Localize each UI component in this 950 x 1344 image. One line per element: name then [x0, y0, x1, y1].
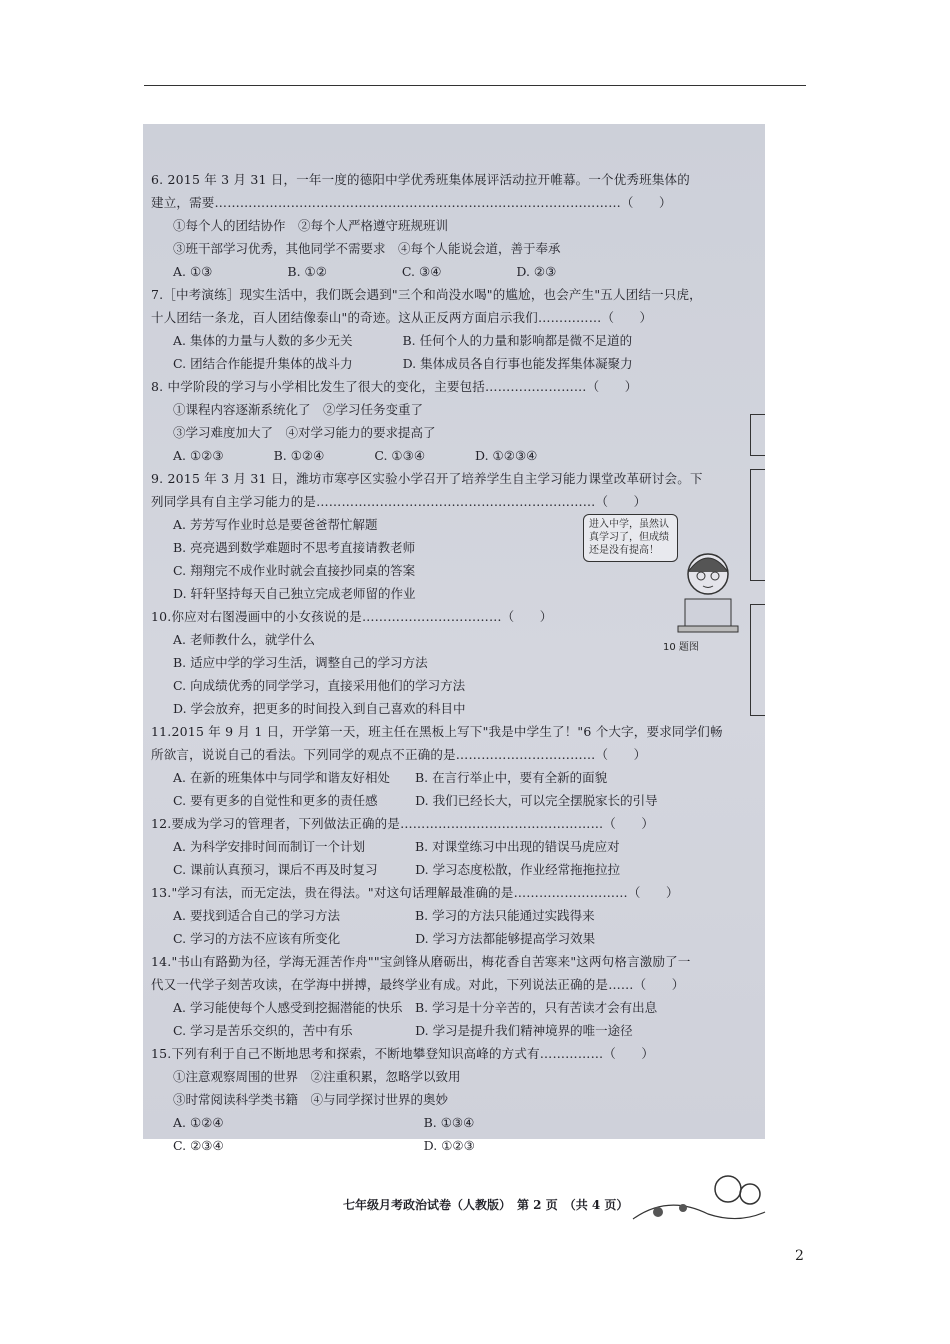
answer-option-line: ①注意观察周围的世界 ②注重积累，忽略学以致用 — [173, 1069, 461, 1084]
answer-option-line: D. 轩轩坚持每天自己独立完成老师留的作业 — [173, 586, 416, 601]
cartoon-bubble-text: 进入中学，虽然认真学习了，但成绩还是没有提高！ — [589, 519, 669, 556]
answer-option-line: A. 学习能使每个人感受到挖掘潜能的快乐 B. 学习是十分辛苦的，只有苦读才会有出息 — [173, 1000, 658, 1015]
question-line: 12.要成为学习的管理者，下列做法正确的是…………………………………………（ ） — [151, 816, 655, 831]
answer-option-line: A. 为科学安排时间而制订一个计划 B. 对课堂练习中出现的错误马虎应对 — [173, 839, 620, 854]
question-line: 所欲言，说说自己的看法。下列同学的观点不正确的是……………………………（ ） — [151, 747, 647, 762]
answer-option-line: C. 翔翔完不成作业时就会直接抄同桌的答案 — [173, 563, 416, 578]
answer-option-line: B. 亮亮遇到数学难题时不思考直接请教老师 — [173, 540, 416, 555]
answer-option-line: ③班干部学习优秀，其他同学不需要求 ④每个人能说会道，善于奉承 — [173, 241, 561, 256]
exam-footer: 七年级月考政治试卷（人教版） 第 2 页 （共 4 页） — [343, 1198, 629, 1212]
question-line: 13."学习有法，而无定法，贵在得法。"对这句话理解最准确的是………………………（ ） — [151, 885, 679, 900]
question-line: 7.［中考演练］现实生活中，我们既会遇到"三个和尚没水喝"的尴尬，也会产生"五人团结一只虎， — [151, 287, 702, 302]
question-line: 6. 2015 年 3 月 31 日，一年一度的德阳中学优秀班集体展评活动拉开帷幕。一个优秀班集体的 — [151, 172, 690, 187]
answer-option-line: C. 课前认真预习，课后不再及时复习 D. 学习态度松散，作业经常拖拖拉拉 — [173, 862, 621, 877]
answer-option-line: ①每个人的团结协作 ②每个人严格遵守班规班训 — [173, 218, 449, 233]
answer-option-line: B. 适应中学的学习生活，调整自己的学习方法 — [173, 655, 428, 670]
answer-option-line: C. 要有更多的自觉性和更多的责任感 D. 我们已经长大，可以完全摆脱家长的引导 — [173, 793, 658, 808]
question-line: 十人团结一条龙，百人团结像泰山"的奇迹。这从正反两方面启示我们……………（ ） — [151, 310, 653, 325]
question-line: 10.你应对右图漫画中的小女孩说的是……………………………（ ） — [151, 609, 553, 624]
question-line: 11.2015 年 9 月 1 日，开学第一天，班主任在黑板上写下"我是中学生了！"6 个大字，要求同学们畅 — [151, 724, 723, 739]
edge-table-fragment — [750, 414, 765, 456]
answer-option-line: ③学习难度加大了 ④对学习能力的要求提高了 — [173, 425, 436, 440]
answer-option-line: A. 芳芳写作业时总是要爸爸帮忙解题 — [173, 517, 378, 532]
answer-option-line: C. ②③④ D. ①②③ — [173, 1138, 475, 1153]
question-line: 9. 2015 年 3 月 31 日，潍坊市寒亭区实验小学召开了培养学生自主学习能力课堂改革研讨会。下 — [151, 471, 703, 486]
answer-option-line: A. ①②④ B. ①③④ — [173, 1115, 475, 1130]
answer-option-line: A. 老师教什么，就学什么 — [173, 632, 315, 647]
scanned-exam-page — [143, 124, 765, 1212]
answer-option-line: C. 团结合作能提升集体的战斗力 D. 集体成员各自行事也能发挥集体凝聚力 — [173, 356, 633, 371]
page-number: 2 — [795, 1248, 804, 1264]
footer-kids-doodle — [628, 1164, 765, 1224]
answer-option-line: C. 向成绩优秀的同学学习，直接采用他们的学习方法 — [173, 678, 466, 693]
edge-table-fragment-3 — [750, 604, 765, 716]
answer-option-line: ③时常阅读科学类书籍 ④与同学探讨世界的奥妙 — [173, 1092, 449, 1107]
edge-table-fragment-2 — [750, 469, 765, 581]
answer-option-line: A. ①③ B. ①② C. ③④ D. ②③ — [173, 264, 557, 279]
question-line: 列同学具有自主学习能力的是…………………………………………………………（ ） — [151, 494, 647, 509]
header-rule — [144, 85, 806, 86]
answer-option-line: A. ①②③ B. ①②④ C. ①③④ D. ①②③④ — [173, 448, 538, 463]
answer-option-line: A. 要找到适合自己的学习方法 B. 学习的方法只能通过实践得来 — [173, 908, 595, 923]
cartoon-girl-illustration — [663, 544, 753, 639]
question-line: 15.下列有利于自己不断地思考和探索，不断地攀登知识高峰的方式有……………（ ） — [151, 1046, 655, 1061]
answer-option-line: A. 集体的力量与人数的多少无关 B. 任何个人的力量和影响都是微不足道的 — [173, 333, 633, 348]
question-line: 14."书山有路勤为径，学海无涯苦作舟""宝剑锋从磨砺出，梅花香自苦寒来"这两句格言激励了一 — [151, 954, 691, 969]
answer-option-line: A. 在新的班集体中与同学和谐友好相处 B. 在言行举止中，要有全新的面貌 — [173, 770, 608, 785]
question-line: 建立，需要……………………………………………………………………………………（ ） — [151, 195, 672, 210]
answer-option-line: C. 学习的方法不应该有所变化 D. 学习方法都能够提高学习效果 — [173, 931, 596, 946]
question-line: 8. 中学阶段的学习与小学相比发生了很大的变化，主要包括……………………（ ） — [151, 379, 638, 394]
cartoon-caption: 10 题图 — [663, 642, 699, 653]
answer-option-line: D. 学会放弃，把更多的时间投入到自己喜欢的科目中 — [173, 701, 466, 716]
answer-option-line: ①课程内容逐渐系统化了 ②学习任务变重了 — [173, 402, 424, 417]
answer-option-line: C. 学习是苦乐交织的，苦中有乐 D. 学习是提升我们精神境界的唯一途径 — [173, 1023, 633, 1038]
question-line: 代又一代学子刻苦攻读，在学海中拼搏，最终学业有成。对此，下列说法正确的是……（ ） — [151, 977, 685, 992]
